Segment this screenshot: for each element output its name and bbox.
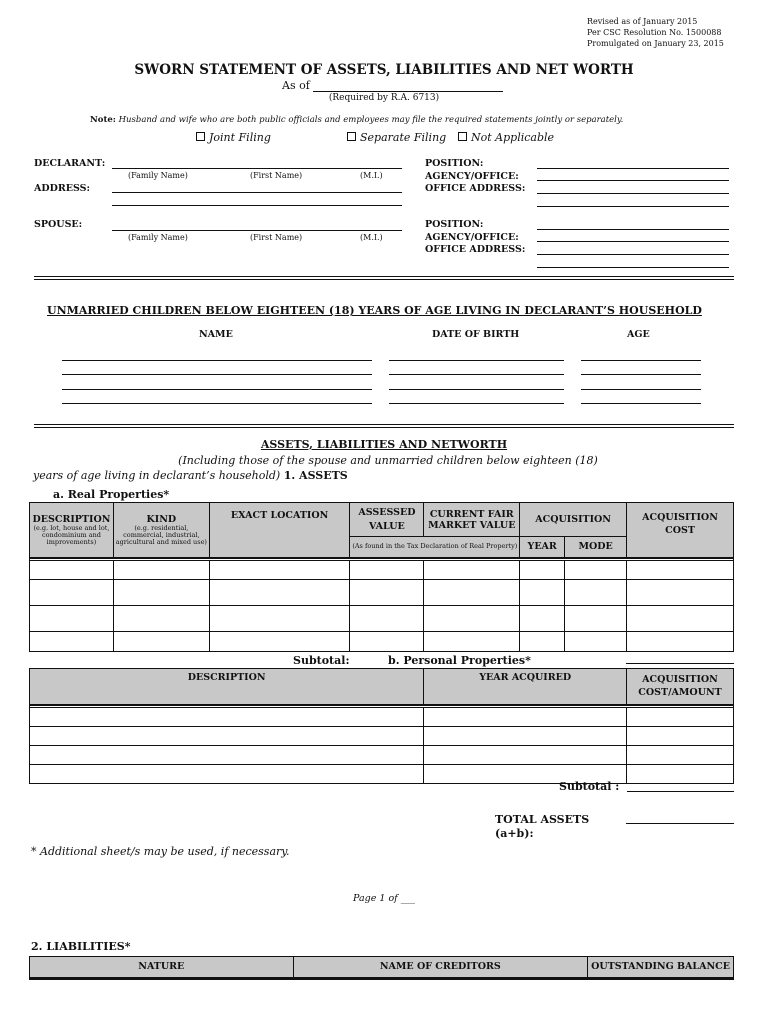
declarant-first-name-caption: (First Name) — [250, 171, 303, 180]
real-subtotal-field[interactable] — [626, 663, 734, 664]
col-pp-description: DESCRIPTION — [30, 669, 424, 705]
personal-subtotal-field[interactable] — [627, 791, 734, 792]
separate-filing-option[interactable] — [347, 131, 446, 144]
agency-field[interactable] — [537, 180, 729, 181]
declarant-name-field[interactable] — [112, 168, 402, 169]
joint-filing-label: Joint Filing — [209, 131, 271, 144]
section-divider — [34, 424, 734, 428]
assets-title: ASSETS, LIABILITIES AND NETWORTH — [260, 438, 508, 451]
children-col-age: AGE — [627, 329, 650, 340]
spouse-name-field[interactable] — [112, 230, 402, 231]
additional-sheet-note: * Additional sheet/s may be used, if necessary. — [31, 845, 290, 858]
liabilities-table — [29, 956, 734, 980]
children-title: UNMARRIED CHILDREN BELOW EIGHTEEN (18) YEARS OF AGE LIVING IN DECLARANT’S HOUSEHOLD — [47, 304, 702, 317]
total-assets-ab: (a+b): — [495, 827, 534, 840]
revision-block — [587, 16, 724, 49]
col-description: DESCRIPTION (e.g. lot, house and lot, condominium and improvements) — [30, 503, 114, 558]
subtotal-label: Subtotal: — [293, 654, 350, 667]
agency-label: AGENCY/OFFICE: — [425, 170, 519, 182]
col-outstanding-balance: OUTSTANDING BALANCE — [588, 957, 734, 978]
col-creditors: NAME OF CREDITORS — [293, 957, 588, 978]
joint-filing-option[interactable] — [196, 131, 271, 144]
spouse-label: SPOUSE: — [34, 219, 83, 230]
office-address-field-1[interactable] — [537, 193, 729, 194]
child-age-field[interactable] — [581, 389, 701, 390]
page-number: Page 1 of ___ — [353, 893, 415, 904]
personal-subtotal-label: Subtotal : — [559, 780, 620, 793]
col-kind: KIND (e.g. residential, commercial, industrial, agricultural and mixed use) — [113, 503, 209, 558]
office-address-label: OFFICE ADDRESS: — [425, 244, 526, 255]
address-label: ADDRESS: — [34, 183, 91, 194]
address-field-1[interactable] — [112, 192, 402, 193]
child-dob-field[interactable] — [389, 360, 564, 361]
declarant-label: DECLARANT: — [34, 158, 106, 169]
child-dob-field[interactable] — [389, 389, 564, 390]
child-name-field[interactable] — [62, 360, 372, 361]
col-acquisition-cost-amount: ACQUISITION COST/AMOUNT — [627, 669, 734, 705]
liabilities-title: 2. LIABILITIES* — [31, 940, 131, 953]
col-year-acquired: YEAR ACQUIRED — [424, 669, 627, 705]
as-of-label: As of — [282, 79, 310, 92]
spouse-agency-field[interactable] — [537, 241, 729, 242]
section-divider — [34, 276, 734, 280]
total-assets-label: TOTAL ASSETS — [495, 813, 590, 826]
children-col-dob: DATE OF BIRTH — [432, 329, 520, 340]
child-dob-field[interactable] — [389, 403, 564, 404]
col-fair-market-value: CURRENT FAIR MARKET VALUE — [424, 503, 520, 537]
promulgated-date: Promulgated on January 23, 2015 — [587, 39, 724, 48]
real-properties-table — [29, 502, 734, 652]
note — [90, 115, 623, 125]
tax-declaration-note: (As found in the Tax Declaration of Real Property) — [350, 537, 520, 558]
child-age-field[interactable] — [581, 403, 701, 404]
child-name-field[interactable] — [62, 389, 372, 390]
table-row[interactable] — [30, 727, 734, 746]
spouse-office-address-field-1[interactable] — [537, 254, 729, 255]
total-assets-field[interactable] — [626, 823, 734, 824]
as-of-field[interactable] — [313, 91, 503, 92]
table-row[interactable] — [30, 708, 734, 727]
address-field-2[interactable] — [112, 205, 402, 206]
real-properties-label: a. Real Properties* — [53, 488, 170, 501]
child-name-field[interactable] — [62, 403, 372, 404]
col-acquisition-cost: ACQUISITION COST — [627, 503, 734, 558]
col-acquisition: ACQUISITION — [520, 503, 627, 537]
declarant-mi-caption: (M.I.) — [360, 171, 383, 180]
checkbox-icon[interactable] — [347, 132, 356, 141]
position-label: POSITION: — [425, 158, 484, 169]
separate-filing-label: Separate Filing — [360, 131, 447, 144]
checkbox-icon[interactable] — [458, 132, 467, 141]
table-rule — [30, 978, 734, 980]
child-age-field[interactable] — [581, 374, 701, 375]
checkbox-icon[interactable] — [196, 132, 205, 141]
declarant-position-block — [425, 158, 525, 196]
child-name-field[interactable] — [62, 374, 372, 375]
col-mode: MODE — [565, 537, 627, 558]
table-row[interactable] — [30, 580, 734, 606]
table-row[interactable] — [30, 746, 734, 765]
spouse-family-name-caption: (Family Name) — [128, 233, 188, 242]
not-applicable-option[interactable] — [458, 131, 554, 144]
position-label: POSITION: — [425, 219, 484, 230]
personal-properties-table — [29, 668, 734, 784]
children-col-name: NAME — [199, 329, 233, 340]
office-address-field-2[interactable] — [537, 206, 729, 207]
assets-subtitle-2: years of age living in declarant’s household) — [33, 469, 281, 482]
position-field[interactable] — [537, 168, 729, 169]
col-exact-location: EXACT LOCATION — [209, 503, 350, 558]
spouse-mi-caption: (M.I.) — [360, 233, 383, 242]
declarant-family-name-caption: (Family Name) — [128, 171, 188, 180]
child-dob-field[interactable] — [389, 374, 564, 375]
spouse-position-field[interactable] — [537, 229, 729, 230]
agency-label: AGENCY/OFFICE: — [425, 231, 519, 243]
office-address-label: OFFICE ADDRESS: — [425, 183, 526, 194]
assets-section-label: 1. ASSETS — [283, 469, 348, 482]
assets-subtitle-1: (Including those of the spouse and unmarried children below eighteen (18) — [178, 454, 598, 467]
col-nature: NATURE — [30, 957, 294, 978]
col-assessed-value: ASSESSED VALUE — [350, 503, 424, 537]
revised-date: Revised as of January 2015 — [587, 17, 698, 26]
child-age-field[interactable] — [581, 360, 701, 361]
note-text: Husband and wife who are both public officials and employees may file the required statements jointly or separately. — [118, 115, 624, 125]
table-row[interactable] — [30, 561, 734, 580]
required-by: (Required by R.A. 6713) — [328, 93, 440, 103]
personal-properties-label: b. Personal Properties* — [388, 654, 531, 667]
not-applicable-label: Not Applicable — [471, 131, 555, 144]
note-label: Note: — [90, 115, 116, 125]
page-title: SWORN STATEMENT OF ASSETS, LIABILITIES AND NET WORTH — [134, 62, 634, 78]
spouse-position-block — [425, 219, 525, 257]
table-row[interactable] — [30, 632, 734, 652]
col-year: YEAR — [520, 537, 565, 558]
table-row[interactable] — [30, 765, 734, 784]
table-row[interactable] — [30, 606, 734, 632]
assets-subtitle-row — [33, 469, 348, 482]
spouse-office-address-field-2[interactable] — [537, 267, 729, 268]
csc-resolution: Per CSC Resolution No. 1500088 — [587, 28, 722, 37]
spouse-first-name-caption: (First Name) — [250, 233, 303, 242]
